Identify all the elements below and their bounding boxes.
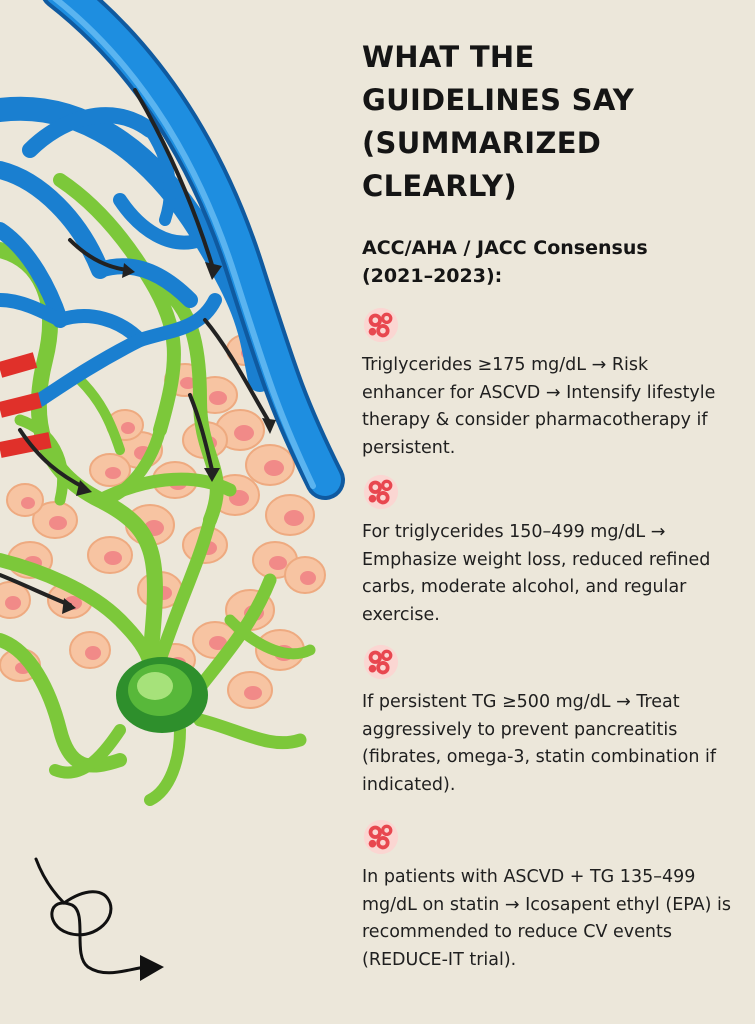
guideline-text: Triglycerides ≥175 mg/dL → Risk enhancer for ASCVD → Intensify lifestyle therapy & consider pharmacotherapy if persistent. xyxy=(362,355,716,458)
page-title xyxy=(362,36,732,208)
guideline-item-2 xyxy=(362,473,732,629)
guidelines-panel xyxy=(362,36,732,290)
title-line-1: WHAT THE xyxy=(362,40,535,74)
guideline-text: For triglycerides 150–499 mg/dL → Emphasize weight loss, reduced refined carbs, moderate alcohol, and regular exercise. xyxy=(362,522,711,625)
fat-cells-icon xyxy=(362,818,400,856)
fat-cells-icon xyxy=(362,473,400,511)
guideline-item-4 xyxy=(362,818,732,974)
fat-cells-icon xyxy=(362,643,400,681)
fat-cells-icon xyxy=(362,306,400,344)
title-line-3: (SUMMARIZED xyxy=(362,126,602,160)
guideline-source xyxy=(362,234,732,290)
curly-arrow-icon xyxy=(28,855,168,995)
source-line-1: ACC/AHA / JACC Consensus xyxy=(362,237,648,259)
guideline-item-1 xyxy=(362,306,732,462)
guideline-item-3 xyxy=(362,643,732,799)
lymph-node xyxy=(116,657,208,733)
guideline-text: If persistent TG ≥500 mg/dL → Treat aggressively to prevent pancreatitis (fibrates, omega-3, statin combination if indicated). xyxy=(362,692,717,795)
guideline-text: In patients with ASCVD + TG 135–499 mg/dL on statin → Icosapent ethyl (EPA) is recommended to reduce CV events (REDUCE-IT trial). xyxy=(362,867,732,970)
source-line-2: (2021–2023): xyxy=(362,265,503,287)
title-line-4: CLEARLY) xyxy=(362,169,517,203)
title-line-2: GUIDELINES SAY xyxy=(362,83,635,117)
